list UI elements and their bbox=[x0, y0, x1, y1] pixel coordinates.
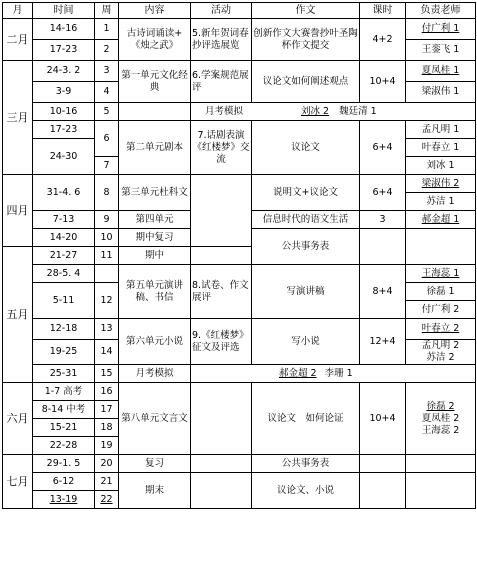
content-cell: 第六单元小说 bbox=[119, 319, 191, 365]
month-cell: 六月 bbox=[3, 383, 33, 455]
week-cell: 16 bbox=[95, 383, 119, 401]
content-cell: 月考模拟 bbox=[119, 365, 191, 383]
month-cell: 五月 bbox=[3, 247, 33, 383]
week-cell: 22 bbox=[95, 491, 119, 509]
hours-cell: 6+4 bbox=[360, 121, 406, 175]
week-cell: 9 bbox=[95, 211, 119, 229]
week-cell: 14 bbox=[95, 340, 119, 365]
empty-cell bbox=[406, 455, 476, 473]
header-time: 时间 bbox=[33, 3, 95, 19]
table-row bbox=[3, 383, 476, 401]
essay-cell: 议论文、小说 bbox=[252, 473, 360, 509]
content-cell: 第四单元 bbox=[119, 211, 191, 229]
header-hours: 课时 bbox=[360, 3, 406, 19]
hours-cell: 3 bbox=[360, 211, 406, 229]
time-cell: 29-1. 5 bbox=[33, 455, 95, 473]
proctor-cell bbox=[191, 365, 476, 383]
header-month: 月 bbox=[3, 3, 33, 19]
teacher-cell: 苏洁 1 bbox=[406, 193, 476, 211]
teacher-name: 徐磊 2 bbox=[426, 400, 455, 412]
table-row bbox=[3, 121, 476, 139]
week-cell: 3 bbox=[95, 61, 119, 82]
table-row bbox=[3, 455, 476, 473]
content-cell: 第一单元文化经典 bbox=[119, 61, 191, 103]
time-cell: 13-19 bbox=[33, 491, 95, 509]
week-cell: 17 bbox=[95, 401, 119, 419]
empty-cell bbox=[191, 175, 252, 247]
time-cell: 6-12 bbox=[33, 473, 95, 491]
proctor-name: 魏廷清 1 bbox=[339, 105, 377, 117]
header-content: 内容 bbox=[119, 3, 191, 19]
empty-cell bbox=[360, 473, 406, 509]
teacher-cell: 刘冰 1 bbox=[406, 157, 476, 175]
time-cell: 1-7 高考 bbox=[33, 383, 95, 401]
header-week: 周 bbox=[95, 3, 119, 19]
header-teacher: 负责老师 bbox=[406, 3, 476, 19]
essay-cell: 写演讲稿 bbox=[252, 265, 360, 319]
empty-cell bbox=[406, 229, 476, 265]
teacher-cell: 王銮飞 1 bbox=[406, 40, 476, 61]
empty-cell bbox=[406, 473, 476, 509]
hours-cell: 4+2 bbox=[360, 19, 406, 61]
time-cell: 22-28 bbox=[33, 437, 95, 455]
content-cell: 期末 bbox=[119, 473, 191, 509]
essay-cell: 写小说 bbox=[252, 319, 360, 365]
teacher-name: 苏洁 2 bbox=[426, 352, 455, 363]
teacher-cell: 郝金超 1 bbox=[406, 211, 476, 229]
content-cell: 第二单元剧本 bbox=[119, 121, 191, 175]
week-cell: 13 bbox=[95, 319, 119, 340]
teacher-name: 王海蕊 2 bbox=[421, 424, 460, 436]
empty-cell bbox=[191, 473, 252, 509]
teacher-cell: 孟凡明 1 bbox=[406, 121, 476, 139]
time-cell: 14-20 bbox=[33, 229, 95, 247]
proctor-name: 郝金超 2 bbox=[279, 367, 317, 379]
week-cell: 19 bbox=[95, 437, 119, 455]
time-cell: 25-31 bbox=[33, 365, 95, 383]
teaching-schedule-table bbox=[2, 2, 476, 509]
time-cell: 10-16 bbox=[33, 103, 95, 121]
essay-cell: 议论文 bbox=[252, 121, 360, 175]
hours-cell: 10+4 bbox=[360, 61, 406, 103]
time-cell: 3-9 bbox=[33, 82, 95, 103]
teacher-name: 孟凡明 2 bbox=[421, 340, 460, 351]
essay-cell: 公共事务表 bbox=[252, 455, 360, 473]
monthly-exam-cell bbox=[191, 103, 476, 121]
table-row bbox=[3, 19, 476, 40]
table-row bbox=[3, 265, 476, 283]
hours-cell: 10+4 bbox=[360, 383, 406, 455]
empty-cell bbox=[191, 455, 252, 473]
proctor-name: 刘冰 2 bbox=[301, 105, 330, 117]
activity-cell: 9.《红楼梦》征文及评选 bbox=[191, 319, 252, 365]
content-cell: 第八单元文言文 bbox=[119, 383, 191, 455]
teacher-cell bbox=[406, 383, 476, 455]
teacher-cell bbox=[406, 340, 476, 365]
week-cell: 1 bbox=[95, 19, 119, 40]
month-cell: 四月 bbox=[3, 175, 33, 247]
header-row bbox=[3, 3, 476, 19]
teacher-cell: 王海蕊 1 bbox=[406, 265, 476, 283]
table-row bbox=[3, 473, 476, 491]
time-cell: 7-13 bbox=[33, 211, 95, 229]
month-cell: 七月 bbox=[3, 455, 33, 509]
week-cell: 6 bbox=[95, 121, 119, 157]
time-cell: 21-27 bbox=[33, 247, 95, 265]
time-cell: 8-14 中考 bbox=[33, 401, 95, 419]
activity-cell: 6.学案规范展评 bbox=[191, 61, 252, 103]
empty-cell bbox=[360, 229, 406, 265]
activity-cell: 5.新年贺词春抄评选展览 bbox=[191, 19, 252, 61]
hours-cell: 8+4 bbox=[360, 265, 406, 319]
time-cell: 19-25 bbox=[33, 340, 95, 365]
content-cell: 古诗词诵读+《烛之武》 bbox=[119, 19, 191, 61]
week-cell: 10 bbox=[95, 229, 119, 247]
content-cell: 复习 bbox=[119, 455, 191, 473]
content-cell: 第五单元演讲稿、书信 bbox=[119, 265, 191, 319]
week-cell bbox=[95, 265, 119, 283]
time-cell: 17-23 bbox=[33, 121, 95, 139]
essay-cell: 议论文 如何论证 bbox=[252, 383, 360, 455]
time-cell: 24-30 bbox=[33, 139, 95, 175]
content-cell: 期中 bbox=[119, 247, 191, 265]
week-cell: 21 bbox=[95, 473, 119, 491]
teacher-cell: 叶春立 1 bbox=[406, 139, 476, 157]
hours-cell: 6+4 bbox=[360, 175, 406, 211]
month-cell: 三月 bbox=[3, 61, 33, 175]
proctor-name: 李珊 1 bbox=[324, 367, 353, 379]
time-cell: 12-18 bbox=[33, 319, 95, 340]
week-cell: 2 bbox=[95, 40, 119, 61]
week-cell: 18 bbox=[95, 419, 119, 437]
table-row bbox=[3, 175, 476, 193]
time-cell: 31-4. 6 bbox=[33, 175, 95, 211]
content-cell: 第三单元杜科文 bbox=[119, 175, 191, 211]
essay-cell: 说明文+议论文 bbox=[252, 175, 360, 211]
week-cell: 11 bbox=[95, 247, 119, 265]
week-cell: 12 bbox=[95, 283, 119, 319]
week-cell: 15 bbox=[95, 365, 119, 383]
teacher-cell: 付广利 2 bbox=[406, 301, 476, 319]
header-essay: 作文 bbox=[252, 3, 360, 19]
activity-cell: 7.话剧表演《红楼梦》交流 bbox=[191, 121, 252, 175]
essay-cell: 议论文如何阐述观点 bbox=[252, 61, 360, 103]
week-cell: 7 bbox=[95, 157, 119, 175]
teacher-cell: 夏凤桂 1 bbox=[406, 61, 476, 82]
teacher-cell: 梁淑伟 1 bbox=[406, 82, 476, 103]
time-cell: 15-21 bbox=[33, 419, 95, 437]
time-cell: 28-5. 4 bbox=[33, 265, 95, 283]
table-row bbox=[3, 103, 476, 121]
time-cell: 5-11 bbox=[33, 283, 95, 319]
monthly-exam-label: 月考模拟 bbox=[205, 105, 244, 117]
table-row bbox=[3, 319, 476, 340]
table-row bbox=[3, 61, 476, 82]
empty-cell bbox=[119, 103, 191, 121]
week-cell: 20 bbox=[95, 455, 119, 473]
activity-cell: 8.试卷、作文展评 bbox=[191, 265, 252, 319]
week-cell: 8 bbox=[95, 175, 119, 211]
content-cell: 期中复习 bbox=[119, 229, 191, 247]
empty-cell bbox=[191, 383, 252, 455]
teacher-cell: 梁淑伟 2 bbox=[406, 175, 476, 193]
week-cell: 4 bbox=[95, 82, 119, 103]
teacher-cell: 叶春立 2 bbox=[406, 319, 476, 340]
teacher-cell: 付广利 1 bbox=[406, 19, 476, 40]
teacher-cell: 徐磊 1 bbox=[406, 283, 476, 301]
time-cell: 24-3. 2 bbox=[33, 61, 95, 82]
time-cell: 17-23 bbox=[33, 40, 95, 61]
empty-cell bbox=[360, 455, 406, 473]
time-cell: 14-16 bbox=[33, 19, 95, 40]
hours-cell: 12+4 bbox=[360, 319, 406, 365]
essay-cell: 公共事务表 bbox=[252, 229, 360, 265]
essay-cell: 信息时代的语文生活 bbox=[252, 211, 360, 229]
teacher-name: 夏凤桂 2 bbox=[421, 412, 460, 424]
essay-cell: 创新作文大赛誊抄叶圣陶杯作文提交 bbox=[252, 19, 360, 61]
week-cell: 5 bbox=[95, 103, 119, 121]
table-row bbox=[3, 365, 476, 383]
month-cell: 二月 bbox=[3, 19, 33, 61]
header-activity: 活动 bbox=[191, 3, 252, 19]
